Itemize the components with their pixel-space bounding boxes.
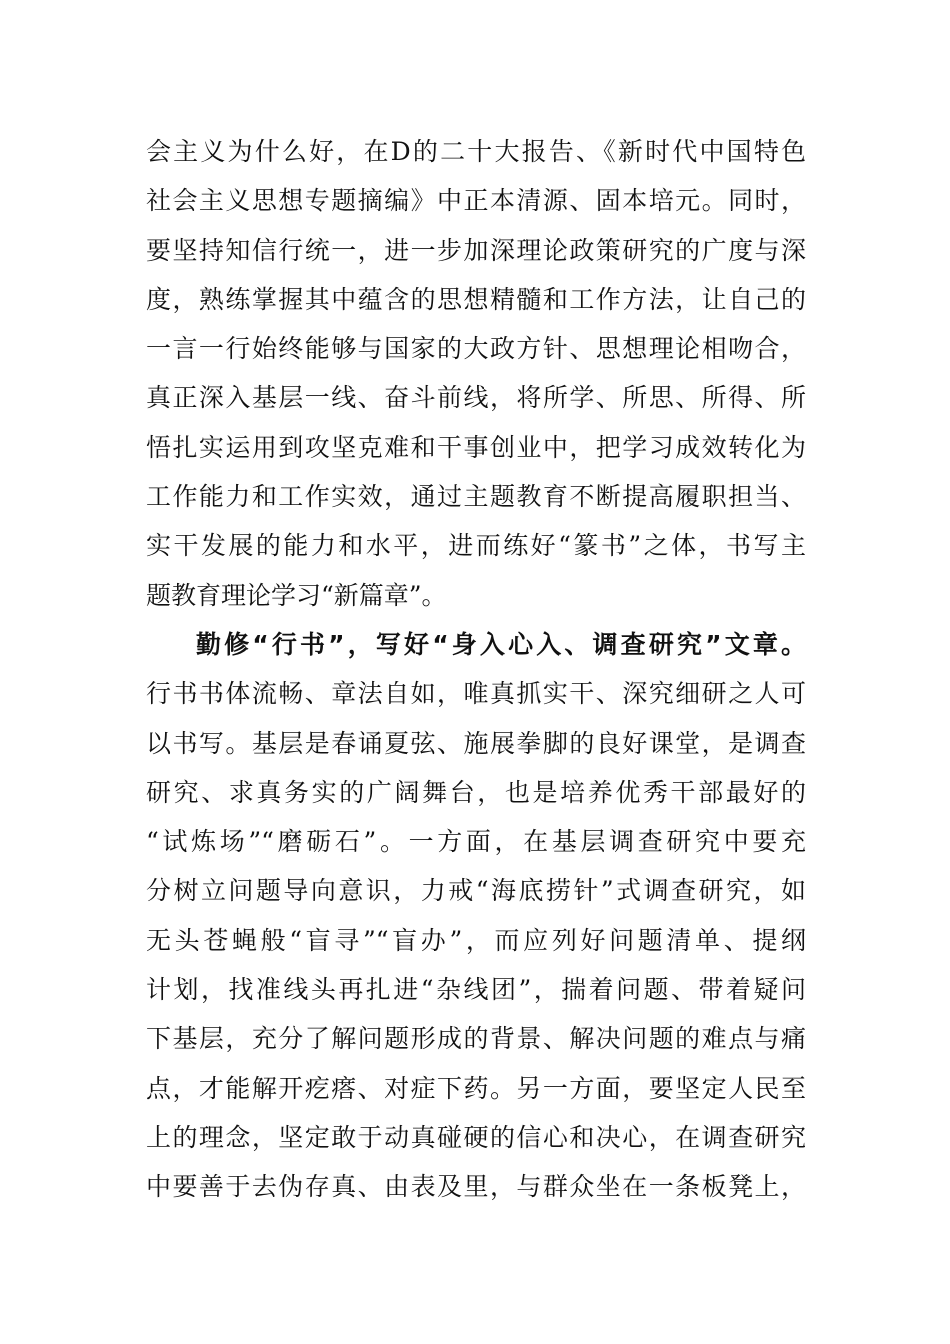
text-line: 下基层，充分了解问题形成的背景、解决问题的难点与痛	[146, 1024, 806, 1054]
text-line: 行书书体流畅、章法自如，唯真抓实干、深究细研之人可	[146, 679, 806, 709]
text-line: 计划，找准线头再扎进“杂线团”，揣着问题、带着疑问	[146, 975, 806, 1005]
text-line: 实干发展的能力和水平，进而练好“篆书”之体，书写主	[146, 531, 806, 561]
text-line: 悟扎实运用到攻坚克难和干事创业中，把学习成效转化为	[146, 432, 806, 462]
text-line: 点，才能解开疙瘩、对症下药。另一方面，要坚定人民至	[146, 1073, 806, 1103]
text-line: 研究、求真务实的广阔舞台，也是培养优秀干部最好的	[146, 777, 806, 807]
paragraph-1	[146, 127, 806, 620]
document-body	[146, 127, 806, 1212]
text-line: 度，熟练掌握其中蕴含的思想精髓和工作方法，让自己的	[146, 284, 806, 314]
text-line: 以书写。基层是春诵夏弦、施展拳脚的良好课堂，是调查	[146, 728, 806, 758]
text-line: 无头苍蝇般“盲寻”“盲办”，而应列好问题清单、提纲	[146, 925, 806, 955]
text-line: 分树立问题导向意识，力戒“海底捞针”式调查研究，如	[146, 876, 806, 906]
text-line: 工作能力和工作实效，通过主题教育不断提高履职担当、	[146, 482, 806, 512]
text-line: 题教育理论学习“新篇章”。	[146, 580, 447, 610]
text-line: 要坚持知信行统一，进一步加深理论政策研究的广度与深	[146, 235, 806, 265]
paragraph-2	[146, 669, 806, 1211]
text-line: 真正深入基层一线、奋斗前线，将所学、所思、所得、所	[146, 383, 806, 413]
text-line: 社会主义思想专题摘编》中正本清源、固本培元。同时，	[146, 186, 806, 216]
text-line: “试炼场”“磨砺石”。一方面，在基层调查研究中要充	[146, 827, 806, 857]
text-line: 一言一行始终能够与国家的大政方针、思想理论相吻合，	[146, 334, 806, 364]
text-line: 会主义为什么好，在D的二十大报告、《新时代中国特色	[146, 137, 806, 166]
section-heading: 勤修“行书”，写好“身入心入、调查研究”文章。	[196, 629, 806, 659]
text-line: 中要善于去伪存真、由表及里，与群众坐在一条板凳上，	[146, 1172, 806, 1202]
text-line: 上的理念，坚定敢于动真碰硬的信心和决心，在调查研究	[146, 1122, 806, 1152]
